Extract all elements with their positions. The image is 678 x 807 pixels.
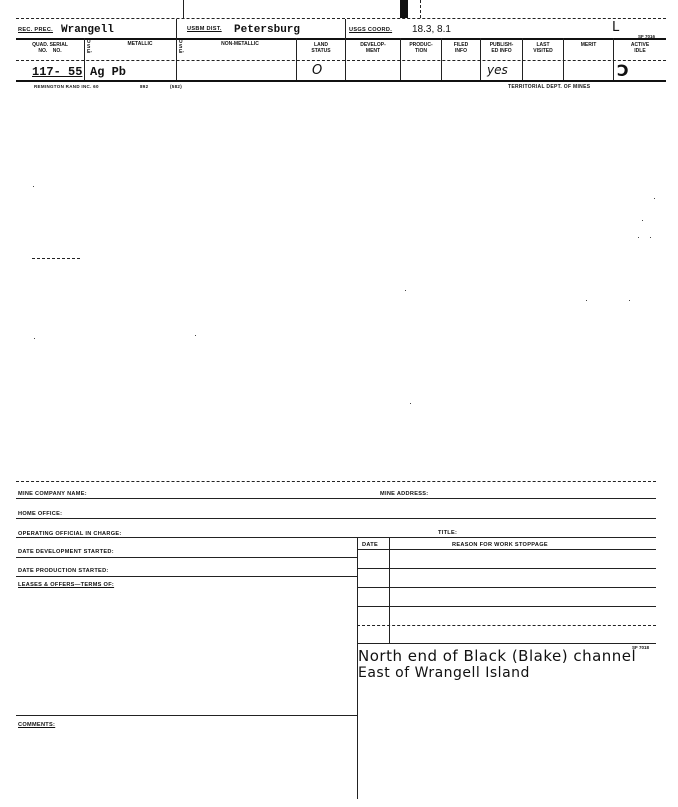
prod-started-label: DATE PRODUCTION STARTED: [18,568,109,574]
printer-code-1: 892 [140,84,149,89]
header-form-code: SF 7016 [638,34,656,39]
record-quad-serial: 117- 55 [32,65,83,79]
col-div-5 [400,38,401,80]
rec-prec-label: REC. PREC. [18,27,54,33]
col-div-1 [84,38,85,80]
scan-speck [34,338,35,339]
date-header: DATE [362,542,379,548]
rule-prod-started [16,576,357,577]
table-rule-3 [357,606,656,607]
col-div-7 [480,38,481,80]
comments-label: COMMENTS: [18,722,56,728]
scan-speck [629,300,630,301]
col-metallic: METALLIC [127,41,153,47]
table-rule-5 [357,643,656,644]
col-use-nonmetallic: U S E- [179,39,184,55]
rule-comments [16,715,357,716]
table-rule-4 [357,625,656,626]
card-rule-3 [16,80,666,82]
col-active-idle: ACTIVE IDLE [630,42,650,54]
card-rule-2 [16,60,666,61]
record-active-idle: Ↄ [617,61,629,80]
col-div-2 [176,19,177,80]
record-published-info: yes [487,63,508,77]
note-line-2: East of Wrangell Island [358,665,530,681]
col-production: PRODUC- TION [409,42,433,54]
usgs-coord-value: 18.3, 8.1 [412,24,451,35]
lower-form-code: SF 7018 [632,645,650,650]
rule-official [16,537,656,538]
scan-speck [638,237,639,238]
scan-speck [586,300,587,301]
top-divider-line [183,0,184,18]
scan-speck [410,403,411,404]
record-land-status: O [312,63,323,78]
table-rule-2 [357,587,656,588]
dev-started-label: DATE DEVELOPMENT STARTED: [18,549,114,555]
col-use-metallic: U S E- [87,39,92,55]
card-rule-top [16,18,666,19]
col-div-3 [296,38,297,80]
rule-home-office [16,518,656,519]
binding-mark-thin [420,0,421,18]
rec-prec-value: Wrangell [61,24,114,36]
home-office-label: HOME OFFICE: [18,511,63,517]
rule-dev-started [16,557,357,558]
title-label: TITLE: [438,530,458,536]
binding-mark [400,0,408,18]
card-rule-1 [16,38,666,40]
operating-official-label: OPERATING OFFICIAL IN CHARGE: [18,531,122,537]
col-nonmetallic: NON-METALLIC [221,41,259,47]
mine-company-name-label: MINE COMPANY NAME: [18,491,87,497]
col-quad-serial: QUAD. SERIAL NO. NO. [32,42,68,54]
usbm-dist-value: Petersburg [234,24,301,36]
col-merit: MERIT [580,42,597,48]
col-land-status: LAND STATUS [311,42,331,54]
col-last-visited: LAST VISITED [533,42,553,54]
col-development: DEVELOP- MENT [360,42,386,54]
col-div-8 [522,38,523,80]
scan-speck [405,290,406,291]
usgs-coord-label: USGS COORD. [349,27,393,33]
scan-speck [642,220,643,221]
col-div-6 [441,38,442,80]
lower-edge [16,481,656,482]
scan-speck [195,335,196,336]
reason-header: REASON FOR WORK STOPPAGE [452,542,548,548]
usbm-dist-label: USBM DIST. [187,26,222,32]
leases-label: LEASES & OFFERS—TERMS OF: [18,582,115,588]
col-div-10 [613,38,614,80]
table-rule-head [357,549,656,550]
table-date-divider [389,538,390,643]
col-div-4 [345,19,346,80]
table-rule-1 [357,568,656,569]
col-published-info: PUBLISH- ED INFO [489,42,514,54]
col-filed-info: FILED INFO [453,42,469,54]
mine-address-label: MINE ADDRESS: [380,491,429,497]
top-right-mark: L [612,20,620,35]
note-line-1: North end of Black (Blake) channel [358,647,637,665]
rule-company [16,498,656,499]
scan-speck [650,237,651,238]
record-metallic: Ag Pb [90,65,127,79]
dept-text: TERRITORIAL DEPT. OF MINES [508,84,591,90]
stray-dash [32,258,80,259]
scan-speck [654,198,655,199]
col-div-9 [563,38,564,80]
printer-text: REMINGTON RAND INC. 60 [34,84,99,89]
printer-code-2: (582) [170,84,183,89]
scan-speck [33,186,34,187]
